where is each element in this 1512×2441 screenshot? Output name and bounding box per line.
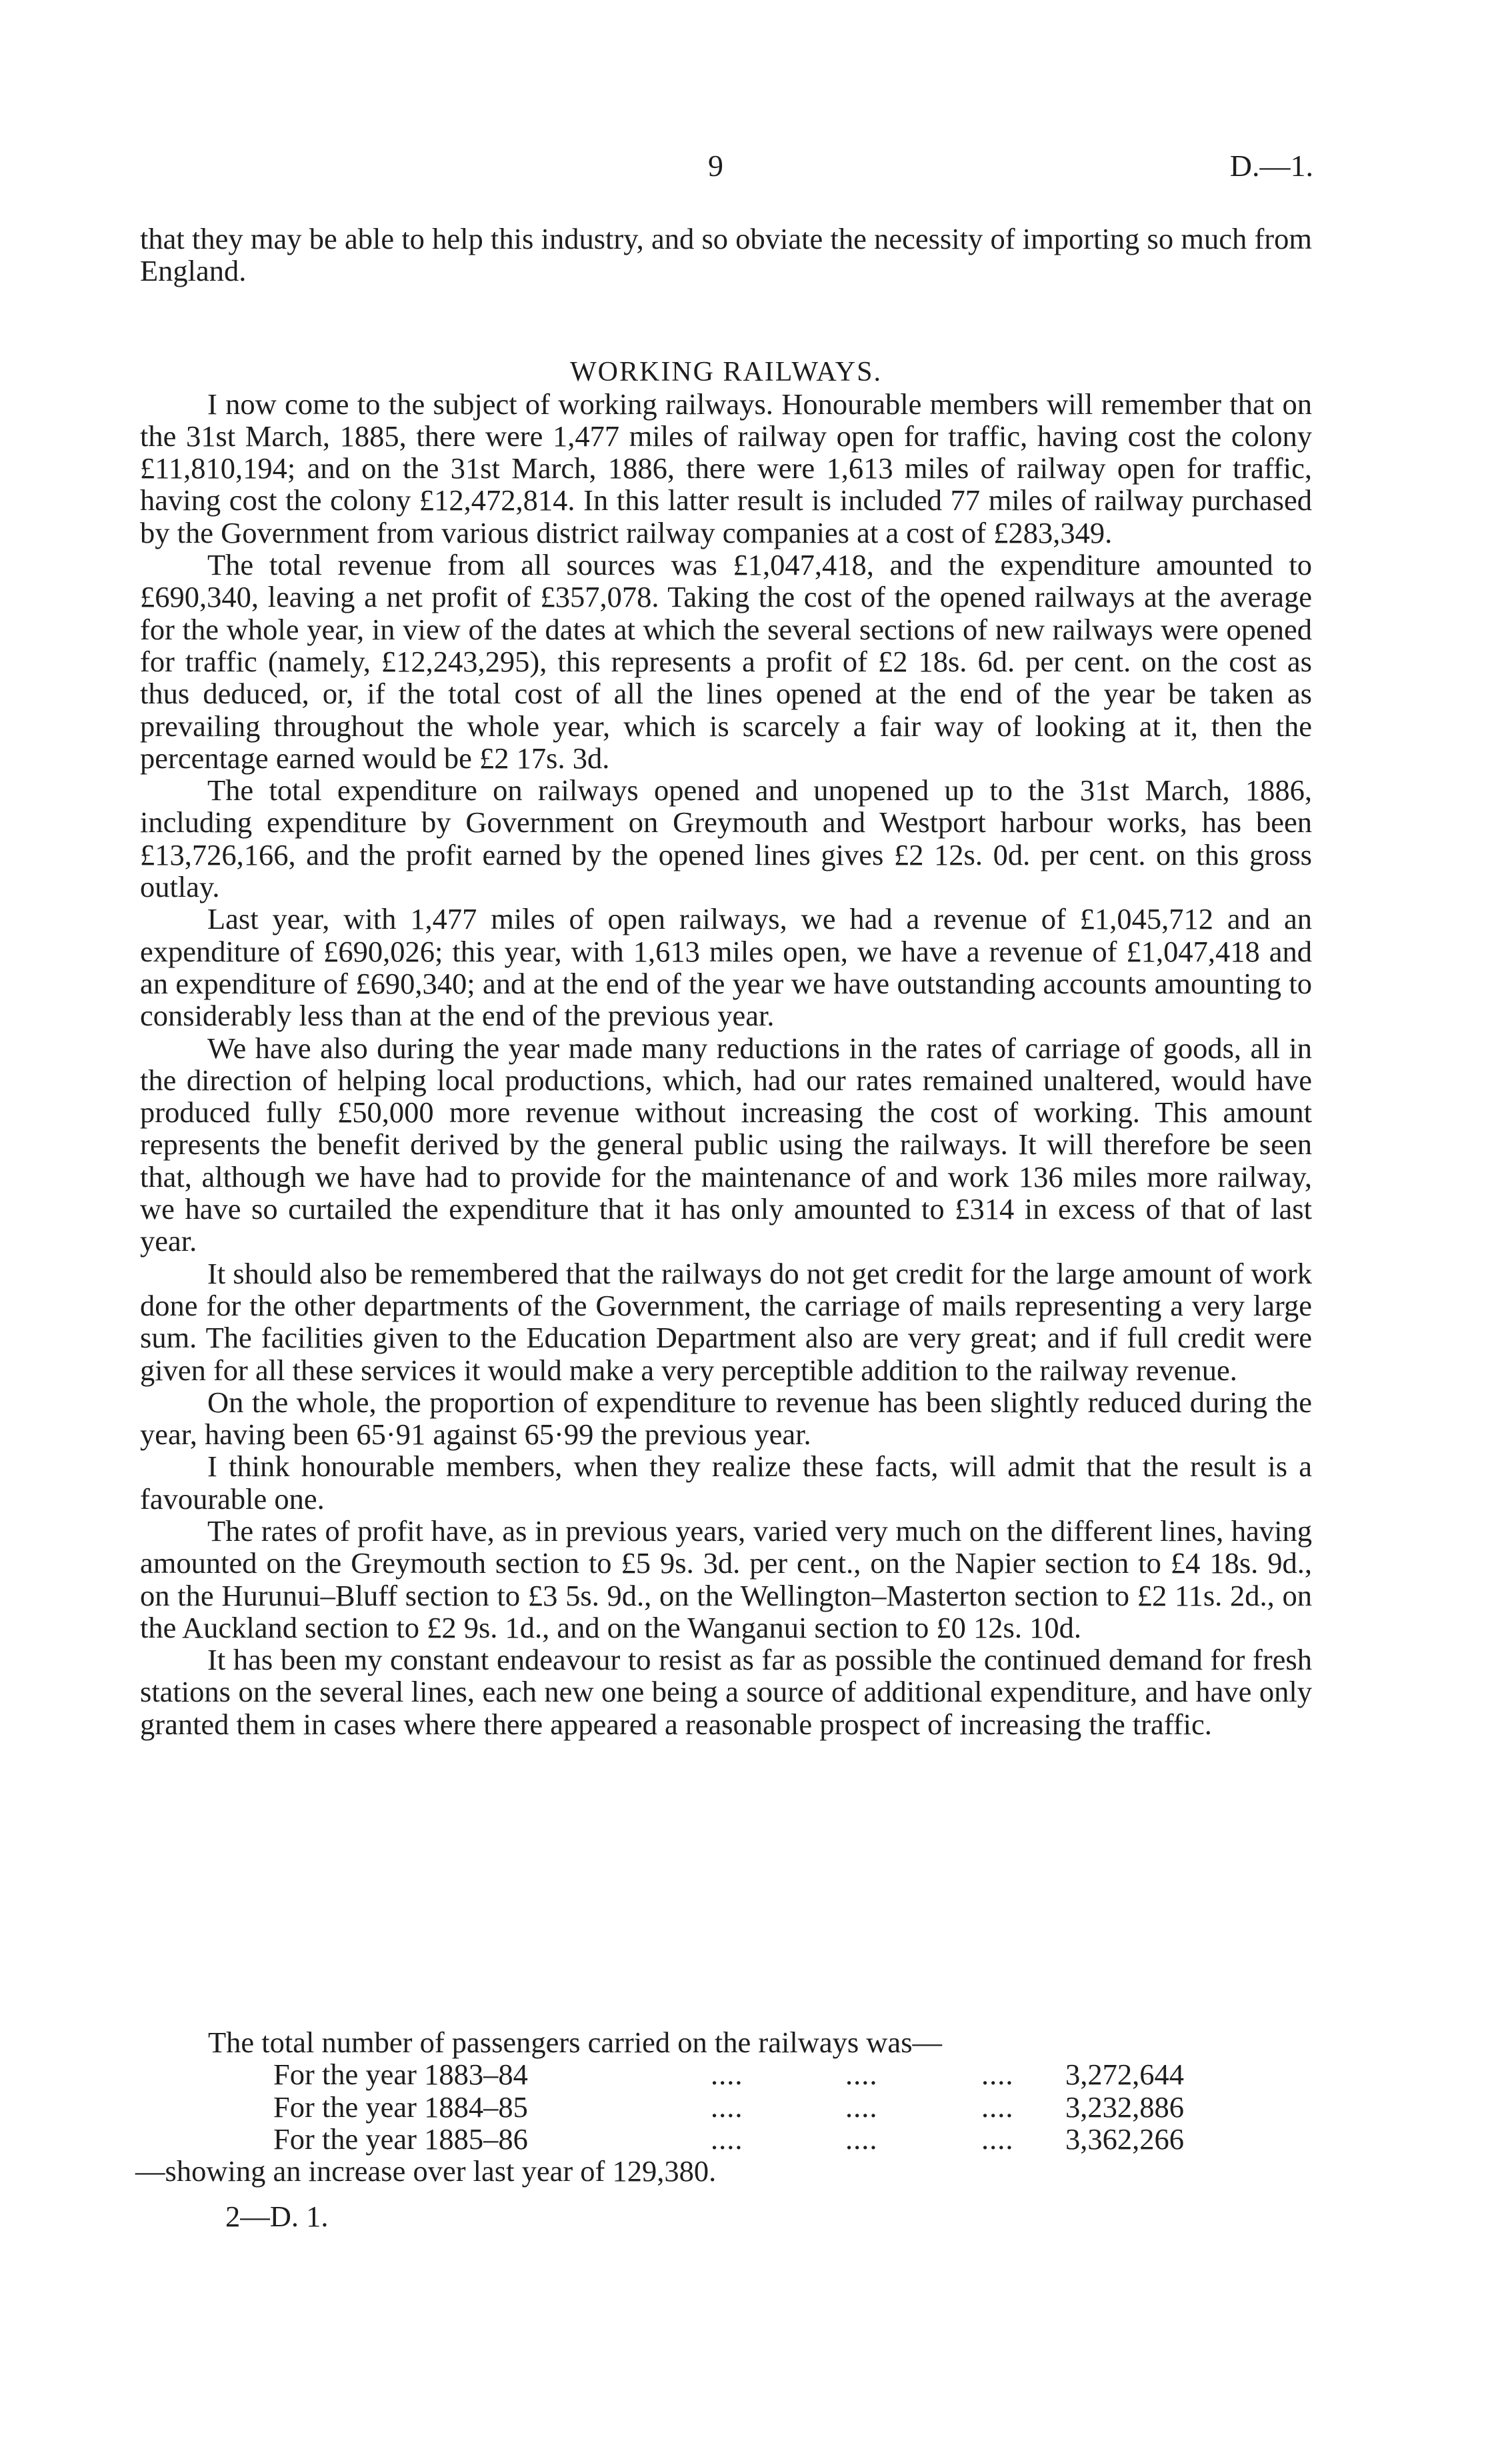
passenger-count: 3,362,266 — [1065, 2122, 1184, 2156]
leader-dots: .... — [845, 2058, 878, 2092]
leader-dots: .... — [845, 2090, 878, 2124]
paragraph-expenditure-proportion: On the whole, the proportion of expenditure to revenue has been slightly reduced during the year, having been 65·91 against 65·99 the previous year. — [140, 1385, 1312, 1452]
leader-dots: .... — [711, 2122, 743, 2156]
passenger-statistics — [135, 2026, 1312, 2234]
signature-mark: 2—D. 1. — [225, 2200, 329, 2234]
passenger-count: 3,272,644 — [1065, 2058, 1184, 2092]
passenger-year-label: For the year 1885–86 — [273, 2122, 528, 2156]
leader-dots: .... — [711, 2058, 743, 2092]
opening-paragraph: that they may be able to help this industry, and so obviate the necessity of importing so much from England. — [140, 222, 1312, 288]
passenger-row — [140, 2091, 1312, 2123]
page-header — [0, 148, 1512, 195]
passenger-year-label: For the year 1884–85 — [273, 2090, 528, 2124]
passenger-year-label: For the year 1883–84 — [273, 2058, 528, 2092]
page-number: 9 — [708, 149, 723, 183]
paragraph-railway-mileage: I now come to the subject of working railways. Honourable members will remember that on the 31st March, 1885, there were 1,477 miles of railway open for traffic, having cost the colony £11,810,194; and on the 31st March, 1886, there were 1,613 miles of railway open for traffic, having cost the colony £12,472,814. In this latter result is included 77 miles of railway purchased by the Government from various district railway companies at a cost of £283,349. — [140, 387, 1312, 549]
leader-dots: .... — [711, 2090, 743, 2124]
main-text — [140, 223, 1312, 1740]
leader-dots: .... — [981, 2122, 1014, 2156]
passenger-conclusion: —showing an increase over last year of 129,380. — [135, 2154, 717, 2188]
paragraph-revenue: The total revenue from all sources was £1,047,418, and the expenditure amounted to £690,340, leaving a net profit of £357,078. Taking the cost of the opened railways at the average for the whole year, in view of the dates at which the several sections of new railways were opened for traffic (namely, £12,243,295), this represents a profit of £2 18s. 6d. per cent. on the cost as thus deduced, or, if the total cost of all the lines opened at the end of the year be taken as prevailing throughout the whole year, which is scarcely a fair way of looking at it, then the percentage earned would be £2 17s. 3d. — [140, 548, 1312, 775]
paragraph-rates-of-profit: The rates of profit have, as in previous years, varied very much on the different lines, having amounted on the Greymouth section to £5 9s. 3d. per cent., on the Napier section to £4 18s. 9d., on the Hurunui–Bluff section to £3 5s. 9d., on the Wellington–Masterton section to £2 11s. 2d., on the Auckland section to £2 9s. 1d., and on the Wanganui section to £0 12s. 10d. — [140, 1514, 1312, 1644]
paragraph-rate-reductions: We have also during the year made many reductions in the rates of carriage of goods, all in the direction of helping local productions, which, had our rates remained unaltered, would have produced fully £50,000 more revenue without increasing the cost of working. This amount represents the benefit derived by the general public using the railways. It will therefore be seen that, although we have had to provide for the maintenance of and work 136 miles more railway, we have so curtailed the expenditure that it has only amounted to £314 in excess of that of last year. — [140, 1031, 1312, 1258]
passenger-row — [140, 2058, 1312, 2090]
document-reference: D.—1. — [1229, 149, 1313, 183]
paragraph-total-expenditure: The total expenditure on railways opened and unopened up to the 31st March, 1886, including expenditure by Government on Greymouth and Westport harbour works, has been £13,726,166, and the profit earned by the opened lines gives £2 12s. 0d. per cent. on this gross outlay. — [140, 773, 1312, 904]
paragraph-last-year-comparison: Last year, with 1,477 miles of open railways, we had a revenue of £1,045,712 and an expenditure of £690,026; this year, with 1,613 miles open, we have a revenue of £1,047,418 and an expenditure of £690,340; and at the end of the year we have outstanding accounts amounting to considerably less than at the end of the previous year. — [140, 902, 1312, 1033]
leader-dots: .... — [845, 2122, 878, 2156]
paragraph-favourable-result: I think honourable members, when they realize these facts, will admit that the result is a favourable one. — [140, 1450, 1312, 1516]
leader-dots: .... — [981, 2058, 1014, 2092]
section-heading: WORKING RAILWAYS. — [570, 356, 882, 387]
paragraph-fresh-stations: It has been my constant endeavour to resist as far as possible the continued demand for fresh stations on the several lines, each new one being a source of additional expenditure, and have only granted them in cases where there appeared a reasonable prospect of increasing the traffic. — [140, 1643, 1312, 1741]
passenger-row — [140, 2123, 1312, 2155]
passenger-count: 3,232,886 — [1065, 2090, 1184, 2124]
leader-dots: .... — [981, 2090, 1014, 2124]
paragraph-government-credit: It should also be remembered that the railways do not get credit for the large amount of work done for the other departments of the Government, the carriage of mails representing a very large sum. The facilities given to the Education Department also are very great; and if full credit were given for all these services it would make a very perceptible addition to the railway revenue. — [140, 1256, 1312, 1387]
passenger-intro: The total number of passengers carried on the railways was— — [208, 2026, 943, 2059]
